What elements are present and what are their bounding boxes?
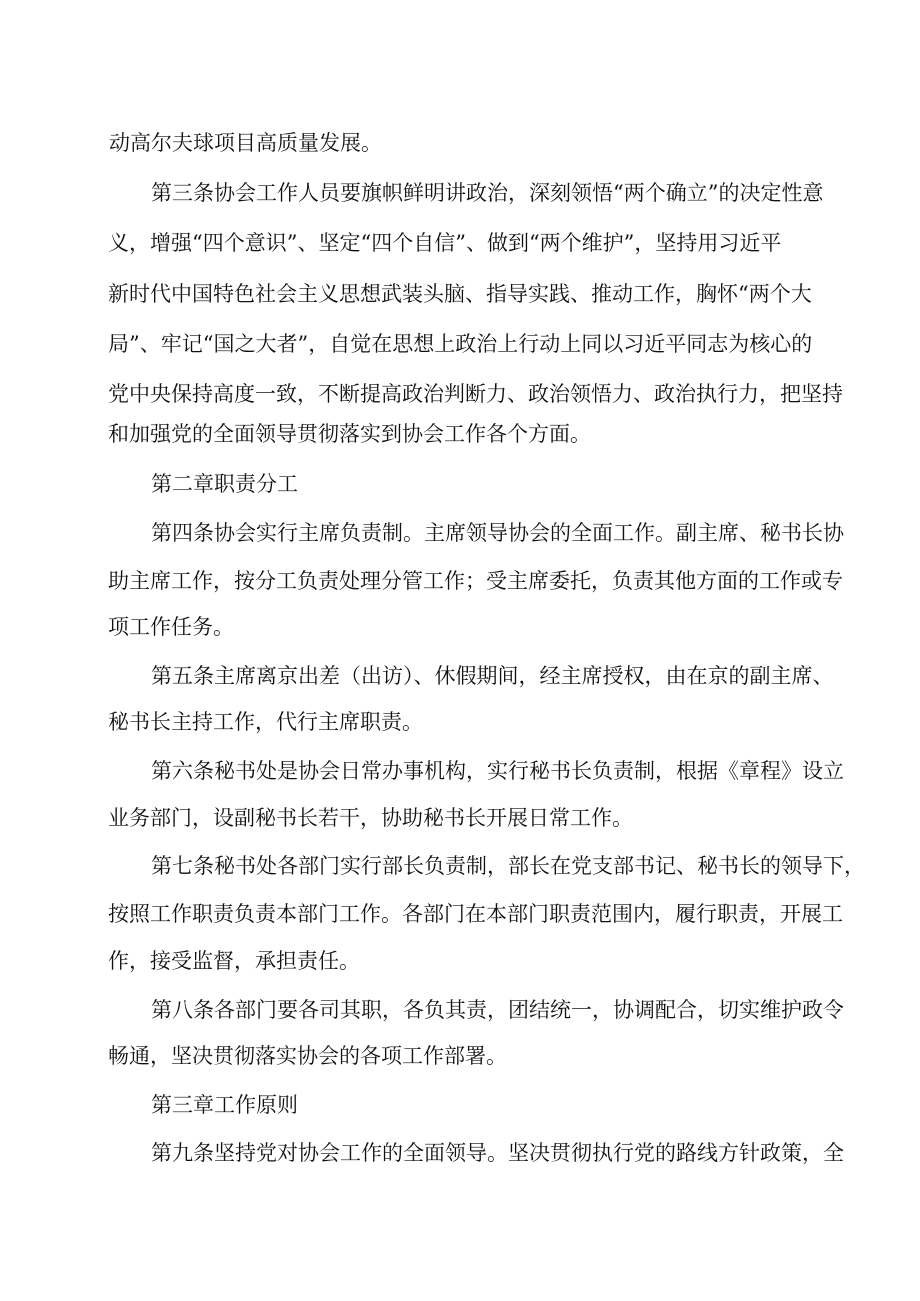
text-line: 义，增强“四个意识”、坚定“四个自信”、做到“两个维护”，坚持用习近平: [108, 231, 782, 255]
text-line: 动高尔夫球项目高质量发展。: [109, 131, 382, 155]
text-line: 第八条各部门要各司其职，各负其责，团结统一，协调配合，切实维护政令: [151, 998, 844, 1022]
section-heading: 第二章职责分工: [151, 472, 298, 496]
text-line: 秘书长主持工作，代行主席职责。: [108, 710, 423, 734]
text-line: 按照工作职责负责本部门工作。各部门在本部门职责范围内，履行职责，开展工: [108, 902, 843, 926]
text-line: 业务部门，设副秘书长若干，协助秘书长开展日常工作。: [108, 806, 633, 830]
text-line: 项工作任务。: [108, 615, 234, 639]
text-line: 第九条坚持党对协会工作的全面领导。坚决贯彻执行党的路线方针政策，全: [151, 1141, 844, 1165]
text-line: 第三条协会工作人员要旗帜鲜明讲政治，深刻领悟“两个确立”的决定性意: [151, 181, 824, 205]
text-line: 作，接受监督，承担责任。: [108, 949, 360, 973]
text-line: 第五条主席离京出差（出访）、休假期间，经主席授权，由在京的副主席、: [151, 664, 834, 688]
text-line: 畅通，坚决贯彻落实协会的各项工作部署。: [108, 1044, 507, 1068]
text-line: 和加强党的全面领导贯彻落实到协会工作各个方面。: [108, 422, 591, 446]
text-line: 第六条秘书处是协会日常办事机构，实行秘书长负责制，根据《章程》设立: [151, 759, 844, 783]
section-heading: 第三章工作原则: [151, 1093, 298, 1117]
text-line: 新时代中国特色社会主义思想武装头脑、指导实践、推动工作，胸怀“两个大: [108, 282, 812, 306]
text-line: 第七条秘书处各部门实行部长负责制，部长在党支部书记、秘书长的领导下，: [151, 854, 865, 878]
text-line: 局”、牢记“国之大者”，自觉在思想上政治上行动上同以习近平同志为核心的: [108, 332, 813, 356]
text-line: 第四条协会实行主席负责制。主席领导协会的全面工作。副主席、秘书长协: [151, 521, 844, 545]
text-line: 党中央保持高度一致，不断提高政治判断力、政治领悟力、政治执行力，把坚持: [108, 382, 843, 406]
text-line: 助主席工作，按分工负责处理分管工作；受主席委托，负责其他方面的工作或专: [108, 569, 843, 593]
